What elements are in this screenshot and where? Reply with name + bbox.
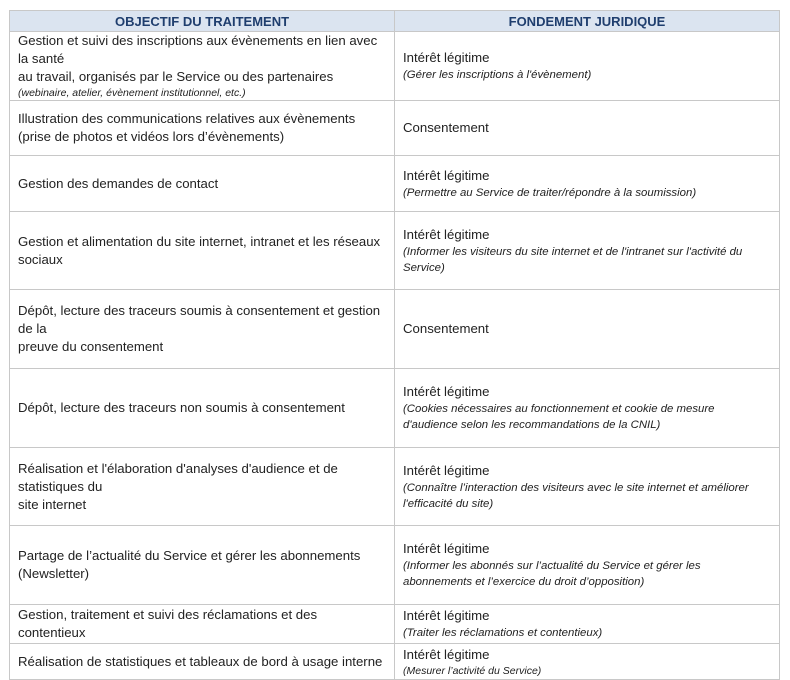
table-row xyxy=(10,212,780,290)
purpose-cell xyxy=(10,32,395,101)
purpose-note: (webinaire, atelier, évènement institutionnel, etc.) xyxy=(18,87,246,99)
purpose-text: sociaux xyxy=(18,251,63,267)
purpose-cell xyxy=(10,644,395,680)
purpose-cell xyxy=(10,605,395,644)
basis-text: Intérêt légitime xyxy=(403,608,490,623)
basis-text: Intérêt légitime xyxy=(403,541,490,556)
purpose-text: Dépôt, lecture des traceurs soumis à consentement et gestion de la xyxy=(18,303,381,336)
basis-text: Intérêt légitime xyxy=(403,226,490,242)
basis-cell xyxy=(395,156,780,212)
purpose-text: Gestion et suivi des inscriptions aux évènements en lien avec la santé xyxy=(18,33,378,66)
purpose-text: (prise de photos et vidéos lors d’évènements) xyxy=(18,129,285,144)
table-row xyxy=(10,156,780,212)
purpose-text: preuve du consentement xyxy=(18,339,164,354)
basis-cell xyxy=(395,32,780,101)
purpose-text: Illustration des communications relatives aux évènements xyxy=(18,111,356,126)
processing-table xyxy=(9,10,780,680)
basis-text: Intérêt légitime xyxy=(403,167,490,183)
basis-text: Intérêt légitime xyxy=(403,384,490,399)
table-row xyxy=(10,526,780,605)
purpose-cell xyxy=(10,290,395,369)
table-row xyxy=(10,448,780,526)
table-row xyxy=(10,290,780,369)
basis-cell xyxy=(395,212,780,290)
table-row xyxy=(10,369,780,448)
purpose-text: Dépôt, lecture des traceurs non soumis à consentement xyxy=(18,400,345,415)
header-row xyxy=(10,11,780,32)
basis-text: Intérêt légitime xyxy=(403,50,490,65)
basis-text: Consentement xyxy=(403,321,489,336)
purpose-text: Gestion des demandes de contact xyxy=(18,175,219,191)
table-row xyxy=(10,32,780,101)
purpose-text: Gestion et alimentation du site internet, intranet et les réseaux xyxy=(18,233,381,249)
purpose-cell xyxy=(10,369,395,448)
purpose-text: Gestion, traitement et suivi des réclamations et des contentieux xyxy=(18,607,318,640)
purpose-cell xyxy=(10,448,395,526)
basis-note: (Informer les abonnés sur l’actualité du Service et gérer les abonnements et l’exercice du droit d’opposition) xyxy=(403,560,701,588)
basis-note: (Informer les visiteurs du site internet et de l'intranet sur l'activité du Service) xyxy=(403,245,743,274)
basis-note: (Gérer les inscriptions à l'évènement) xyxy=(403,69,592,81)
purpose-text: au travail, organisés par le Service ou des partenaires xyxy=(18,69,334,84)
basis-cell xyxy=(395,101,780,156)
basis-cell xyxy=(395,369,780,448)
purpose-text: Réalisation et l'élaboration d'analyses d'audience et de statistiques du xyxy=(18,460,338,494)
purpose-text: Réalisation de statistiques et tableaux de bord à usage interne xyxy=(18,653,383,669)
header-legal-basis: FONDEMENT JURIDIQUE xyxy=(395,11,780,32)
basis-cell xyxy=(395,644,780,680)
basis-note: (Traiter les réclamations et contentieux) xyxy=(403,627,603,639)
purpose-cell xyxy=(10,526,395,605)
purpose-text: site internet xyxy=(18,496,87,512)
purpose-text: (Newsletter) xyxy=(18,566,90,581)
table-row xyxy=(10,644,780,680)
table-row xyxy=(10,605,780,644)
basis-note: (Cookies nécessaires au fonctionnement et cookie de mesure d'audience selon les recommandations de la CNIL) xyxy=(403,403,715,431)
basis-note: (Permettre au Service de traiter/répondre à la soumission) xyxy=(403,186,697,199)
table-row xyxy=(10,101,780,156)
purpose-cell xyxy=(10,212,395,290)
purpose-cell xyxy=(10,156,395,212)
purpose-text: Partage de l’actualité du Service et gérer les abonnements xyxy=(18,548,361,563)
basis-text: Intérêt légitime xyxy=(403,462,490,478)
basis-cell xyxy=(395,448,780,526)
header-objective: OBJECTIF DU TRAITEMENT xyxy=(10,11,395,32)
basis-note: (Mesurer l’activité du Service) xyxy=(403,664,542,677)
basis-text: Intérêt légitime xyxy=(403,646,490,662)
basis-note: (Connaître l’interaction des visiteurs avec le site internet et améliorer l'efficacité du site) xyxy=(403,481,749,510)
basis-cell xyxy=(395,526,780,605)
basis-cell xyxy=(395,290,780,369)
basis-cell xyxy=(395,605,780,644)
purpose-cell xyxy=(10,101,395,156)
basis-text: Consentement xyxy=(403,120,489,135)
